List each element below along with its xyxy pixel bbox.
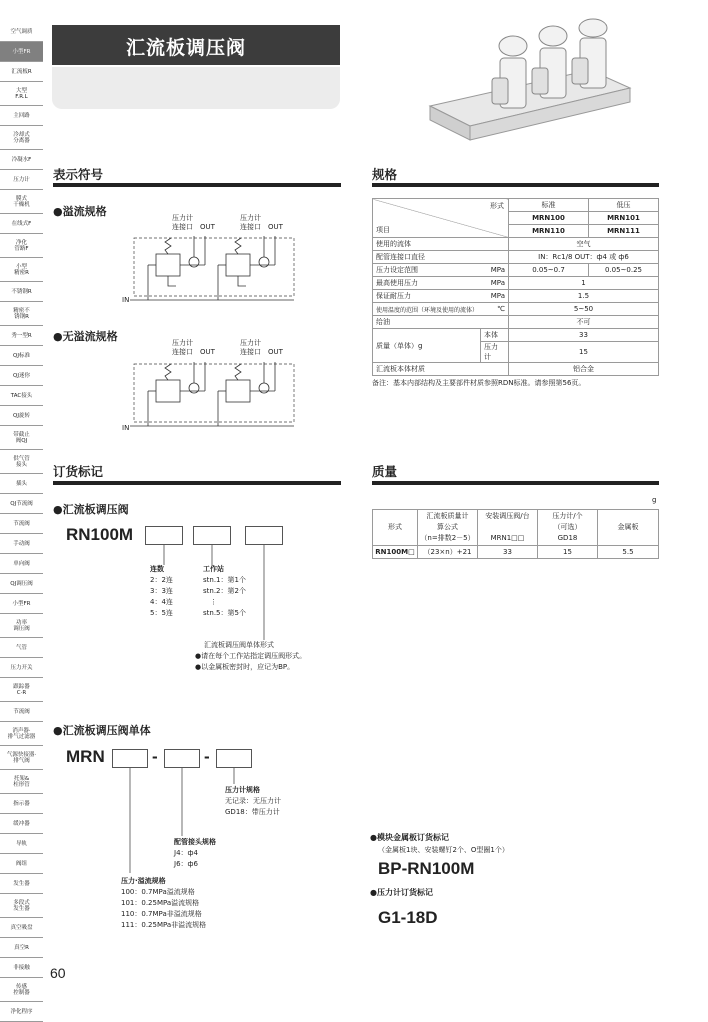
title-bar bbox=[52, 25, 340, 65]
sidebar-item[interactable]: 气管 bbox=[0, 638, 43, 658]
sidebar-item[interactable]: 在线式F bbox=[0, 214, 43, 234]
single-code: MRN bbox=[66, 747, 105, 766]
sidebar-item[interactable]: 不锈钢R bbox=[0, 282, 43, 302]
unit-form-note: ●请在每个工作站指定调压阀形式。 bbox=[195, 652, 307, 660]
sidebar-item[interactable]: QJ迷你 bbox=[0, 366, 43, 386]
sidebar-item[interactable]: 单向阀 bbox=[0, 554, 43, 574]
gauge-opt: 无记录：无压力计 bbox=[225, 797, 281, 805]
out-label: OUT bbox=[268, 223, 283, 231]
overflow-symbol-diagram bbox=[130, 236, 300, 311]
sidebar-item[interactable]: 压力开关 bbox=[0, 658, 43, 678]
pressure-opt: 111：0.25MPa非溢流规格 bbox=[121, 921, 207, 929]
out-label: OUT bbox=[200, 223, 215, 231]
bp-sub: （金属板1块、安装螺钉2个、O型圈1个） bbox=[378, 846, 509, 854]
sidebar-item[interactable]: QJ旋转 bbox=[0, 406, 43, 426]
model: MRN101 bbox=[589, 212, 659, 225]
sidebar-item[interactable]: 小型FR bbox=[0, 42, 43, 62]
page-number: 60 bbox=[50, 965, 66, 981]
sidebar-item[interactable]: 真空R bbox=[0, 938, 43, 958]
sidebar-item[interactable]: 气源快接器· 排气阀 bbox=[0, 746, 43, 770]
sidebar-item[interactable]: 缓冲器 bbox=[0, 814, 43, 834]
sidebar-item[interactable]: 节流阀 bbox=[0, 514, 43, 534]
sidebar-item[interactable]: 大型 F.R.L bbox=[0, 82, 43, 106]
sidebar-item[interactable]: 冷凝水F bbox=[0, 150, 43, 170]
work-opt: stn.2：第2个 bbox=[203, 587, 246, 595]
sidebar-item[interactable]: 多段式 发生器 bbox=[0, 894, 43, 918]
code-box bbox=[193, 526, 231, 545]
gauge-port-label: 压力计 连接口 bbox=[172, 339, 193, 356]
single-title: ●汇流板调压阀单体 bbox=[53, 724, 151, 737]
pressure-opt: 110：0.7MPa非溢流规格 bbox=[121, 910, 202, 918]
bp-code: BP-RN100M bbox=[378, 859, 475, 878]
station-opt: 3：3连 bbox=[150, 587, 173, 595]
sidebar-item[interactable]: 秀一型R bbox=[0, 326, 43, 346]
station-opt: 5：5连 bbox=[150, 609, 173, 617]
sidebar-item[interactable]: 传感 控制器 bbox=[0, 978, 43, 1002]
manifold-title: ●汇流板调压阀 bbox=[53, 503, 129, 516]
work-opt: stn.1：第1个 bbox=[203, 576, 246, 584]
dash: - bbox=[204, 747, 210, 766]
divider bbox=[372, 183, 659, 187]
sidebar-item[interactable]: 发生器 bbox=[0, 874, 43, 894]
order-heading: 订货标记 bbox=[53, 464, 104, 479]
port-opt: J4：ф4 bbox=[174, 849, 198, 857]
model: MRN110 bbox=[509, 225, 589, 238]
sidebar-item[interactable]: 非接触 bbox=[0, 958, 43, 978]
page-title: 汇流板调压阀 bbox=[126, 37, 247, 59]
title-subpanel bbox=[52, 67, 340, 109]
mass-heading: 质量 bbox=[372, 464, 398, 479]
sidebar-item[interactable]: 跟踪器 C·R bbox=[0, 678, 43, 702]
sidebar-item[interactable]: 压力计 bbox=[0, 170, 43, 190]
overflow-title: ●溢流规格 bbox=[53, 205, 107, 218]
station-opt: 4：4连 bbox=[150, 598, 173, 606]
pressure-opt: 100：0.7MPa溢流规格 bbox=[121, 888, 195, 896]
sidebar-item[interactable]: 导轨 bbox=[0, 834, 43, 854]
spec-row: 质量（单体）g 本体 33 bbox=[373, 329, 659, 342]
sidebar-item[interactable]: 插头 bbox=[0, 474, 43, 494]
sidebar-item[interactable]: 功率 调压阀 bbox=[0, 614, 43, 638]
sidebar-item[interactable]: 净化程序 bbox=[0, 1002, 43, 1022]
sidebar-item[interactable]: 膜式 干燥机 bbox=[0, 190, 43, 214]
spec-table bbox=[372, 198, 659, 376]
spec-row: 使用的流体 空气 bbox=[373, 238, 659, 251]
header-low: 低压 bbox=[589, 199, 659, 212]
spec-note: 备注：基本内部结构及主要部件材质参照RDN标准。请参照第56页。 bbox=[372, 379, 586, 387]
gauge-port-label: 压力计 连接口 bbox=[240, 339, 261, 356]
symbol-heading: 表示符号 bbox=[53, 167, 104, 182]
sidebar-item[interactable]: 指示器 bbox=[0, 794, 43, 814]
sidebar-item[interactable]: 汇流板R bbox=[0, 62, 43, 82]
port-opt: J6：ф6 bbox=[174, 860, 198, 868]
model: MRN100 bbox=[509, 212, 589, 225]
divider bbox=[372, 481, 659, 485]
work-opt: stn.5：第5个 bbox=[203, 609, 246, 617]
code-box bbox=[245, 526, 283, 545]
in-label: IN bbox=[122, 296, 130, 304]
gauge-opt: GD18：带压力计 bbox=[225, 808, 280, 816]
code-box bbox=[216, 749, 252, 768]
pressure-opt: 101：0.25MPa溢流规格 bbox=[121, 899, 200, 907]
stations-title: 连数 bbox=[150, 565, 164, 573]
work-opt: ⋮ bbox=[210, 598, 217, 606]
gauge-port-label: 压力计 连接口 bbox=[172, 214, 193, 231]
station-opt: 2：2连 bbox=[150, 576, 173, 584]
sidebar-item[interactable]: 手动阀 bbox=[0, 534, 43, 554]
sidebar-item[interactable]: 冷却式 分离器 bbox=[0, 126, 43, 150]
gauge-order-title: ●压力计订货标记 bbox=[370, 888, 433, 897]
sidebar-item[interactable]: 精密不 锈钢R bbox=[0, 302, 43, 326]
spec-row: 使用温度的范围（环境及使用的流体） ℃ 5~50 bbox=[373, 303, 659, 316]
divider bbox=[53, 481, 341, 485]
code-box bbox=[145, 526, 183, 545]
in-label: IN bbox=[122, 424, 130, 432]
sidebar-item[interactable]: 净化 管路F bbox=[0, 234, 43, 258]
code-box bbox=[112, 749, 148, 768]
header-standard: 标准 bbox=[509, 199, 589, 212]
spec-heading: 规格 bbox=[372, 167, 398, 182]
sidebar-item[interactable]: QJ节流阀 bbox=[0, 494, 43, 514]
mass-unit: g bbox=[652, 496, 657, 504]
nonoverflow-title: ●无溢流规格 bbox=[53, 330, 118, 343]
out-label: OUT bbox=[268, 348, 283, 356]
dash: - bbox=[152, 747, 158, 766]
sidebar-item[interactable]: TAC接头 bbox=[0, 386, 43, 406]
gauge-title: 压力计规格 bbox=[225, 786, 260, 794]
product-image bbox=[420, 18, 670, 148]
sidebar-item[interactable]: 消声器· 排气过滤器 bbox=[0, 722, 43, 746]
header-item: 项目 bbox=[376, 226, 390, 234]
sidebar-item[interactable]: QJ调压阀 bbox=[0, 574, 43, 594]
sidebar bbox=[0, 22, 43, 1022]
code-box bbox=[164, 749, 200, 768]
sidebar-item[interactable]: 小型FR bbox=[0, 594, 43, 614]
sidebar-item[interactable]: 节流阀 bbox=[0, 702, 43, 722]
gauge-port-label: 压力计 连接口 bbox=[240, 214, 261, 231]
pressure-title: 压力·溢流规格 bbox=[121, 877, 166, 885]
sidebar-item[interactable]: 带截止 阀QJ bbox=[0, 426, 43, 450]
sidebar-item[interactable]: 阀组 bbox=[0, 854, 43, 874]
sidebar-item[interactable]: 小型 精密R bbox=[0, 258, 43, 282]
spec-row: 压力设定范围 MPa 0.05~0.7 0.05~0.25 bbox=[373, 264, 659, 277]
out-label: OUT bbox=[200, 348, 215, 356]
spec-row: 汇流板本体材质 铝合金 bbox=[373, 363, 659, 376]
unit-form-title: 汇流板调压阀单体形式 bbox=[204, 641, 274, 649]
spec-row: 保证耐压力 MPa 1.5 bbox=[373, 290, 659, 303]
sidebar-item[interactable]: 真空吸盘 bbox=[0, 918, 43, 938]
sidebar-item[interactable]: 托架& 柱形管 bbox=[0, 770, 43, 794]
gauge-code: G1-18D bbox=[378, 908, 438, 927]
unit-form-note: ●以金属板密封时，应记为BP。 bbox=[195, 663, 295, 671]
bp-title: ●模块金属板订货标记 bbox=[370, 833, 449, 842]
sidebar-item[interactable]: 空气调质 bbox=[0, 22, 43, 42]
spec-row: 配管连接口直径 IN：Rc1/8 OUT：ф4 或 ф6 bbox=[373, 251, 659, 264]
spec-row: 最高使用压力 MPa 1 bbox=[373, 277, 659, 290]
spec-row: 压力计 15 bbox=[373, 342, 659, 363]
port-title: 配管接头规格 bbox=[174, 838, 216, 846]
model: MRN111 bbox=[589, 225, 659, 238]
work-title: 工作站 bbox=[203, 565, 224, 573]
mass-table: 形式 汇流板质量计 算公式 （n=排数2－5） 安装调压阀/台 MRN1□□ 压力计/个 （可选） GD18 金属板 RN100M□ （23×n）+21 33 15 5.5 bbox=[372, 509, 659, 559]
sidebar-item[interactable]: 供气管 接头 bbox=[0, 450, 43, 474]
nonoverflow-symbol-diagram bbox=[130, 362, 300, 437]
sidebar-item[interactable]: QJ标准 bbox=[0, 346, 43, 366]
header-form: 形式 bbox=[490, 202, 504, 210]
spec-row: 给油 不可 bbox=[373, 316, 659, 329]
divider bbox=[53, 183, 341, 187]
sidebar-item[interactable]: 主回路 bbox=[0, 106, 43, 126]
manifold-code: RN100M bbox=[66, 525, 134, 544]
